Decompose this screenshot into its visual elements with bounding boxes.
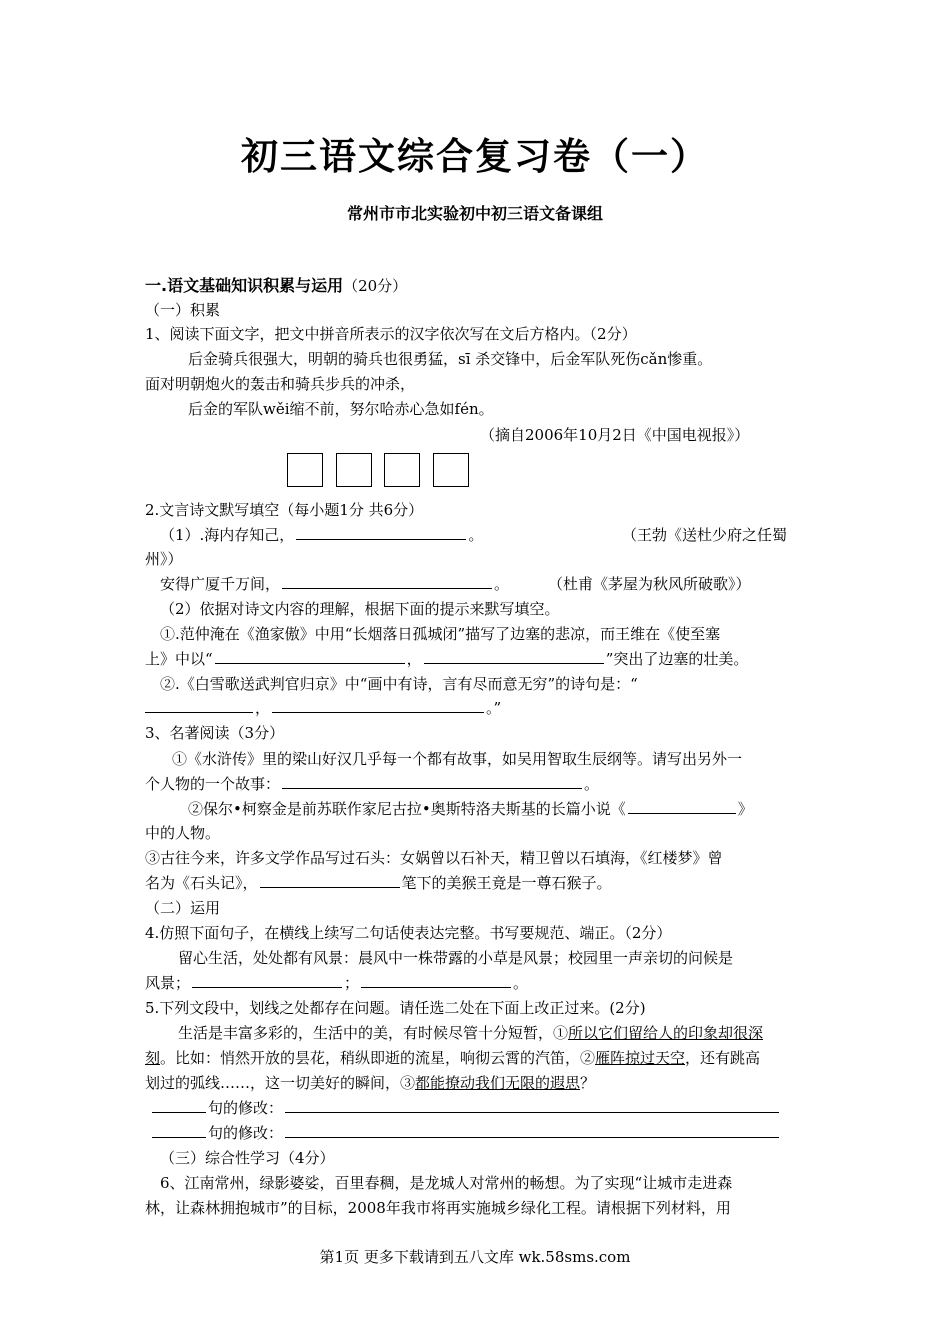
fill-prefix: 名为《石头记》，: [145, 874, 258, 892]
question-3-item: 中的人物。: [145, 824, 221, 842]
page-title: 初三语文综合复习卷（一）: [241, 135, 709, 178]
question-2-author-cont: 州》）: [145, 550, 183, 568]
question-4-stem: 4.仿照下面句子，在横线上续写二句话使表达完整。书写要规范、端正。（2分）: [145, 924, 672, 942]
underlined-error-1-cont: 刻: [145, 1049, 161, 1067]
passage-text: 。比如：悄然开放的昙花，稍纵即逝的流星，响彻云霄的汽笛，②: [160, 1049, 596, 1067]
part-heading-application: （二）运用: [145, 899, 221, 917]
question-1-passage-line: 面对明朝炮火的轰击和骑兵步兵的冲杀，: [145, 375, 416, 393]
question-2-item: [160, 573, 509, 595]
correction-label: 句的修改：: [208, 1124, 284, 1142]
fill-suffix: 。: [494, 575, 510, 593]
question-3-item: ①《水浒传》里的梁山好汉几乎每一个都有故事，如吴用智取生辰纲等。请写出另外一: [172, 750, 743, 768]
fill-blank[interactable]: [424, 648, 604, 664]
fill-blank[interactable]: [361, 972, 511, 988]
fill-prefix: 个人物的一个故事：: [145, 775, 281, 793]
question-2-item: [145, 648, 748, 670]
fill-blank[interactable]: [282, 773, 582, 789]
question-3-stem: 3、名著阅读（3分）: [145, 724, 285, 742]
question-1-stem: 1、阅读下面文字，把文中拼音所表示的汉字依次写在文后方格内。（2分）: [145, 325, 637, 343]
fill-suffix: 。: [584, 775, 600, 793]
correction-line: [152, 1097, 781, 1119]
question-5-passage-line: [178, 1022, 763, 1044]
passage-text: ，还有跳高: [685, 1049, 761, 1067]
answer-box[interactable]: [384, 453, 420, 487]
passage-text: ？: [580, 1074, 596, 1092]
passage-text: 划过的弧线……，这一切美好的瞬间，③: [145, 1074, 416, 1092]
question-2-author: （王勃《送杜少府之任蜀: [622, 526, 788, 544]
fill-blank[interactable]: [192, 972, 342, 988]
fill-blank[interactable]: [282, 573, 492, 589]
fill-blank[interactable]: [145, 697, 253, 713]
fill-suffix: ”突出了边塞的壮美。: [605, 650, 749, 668]
answer-box[interactable]: [433, 453, 469, 487]
fill-blank[interactable]: [260, 872, 400, 888]
question-6-line: 6、江南常州，绿影婆娑，百里春稠，是龙城人对常州的畅想。为了实现“让城市走进森: [160, 1174, 733, 1192]
page-footer: 第1页 更多下载请到五八文库 wk.58sms.com: [319, 1248, 631, 1266]
answer-box[interactable]: [287, 453, 323, 487]
question-6-line: 林，让森林拥抱城市”的目标，2008年我市将再实施城乡绿化工程。请根据下列材料，用: [145, 1199, 731, 1217]
passage-text: 生活是丰富多彩的，生活中的美，有时候尽管十分短暂，①: [178, 1024, 569, 1042]
section-points: （20分）: [343, 277, 408, 295]
sentence-number-blank[interactable]: [152, 1122, 206, 1138]
question-2-stem: 2.文言诗文默写填空（每小题1分 共6分）: [145, 501, 424, 519]
fill-prefix: 上》中以“: [145, 650, 213, 668]
fill-mid: ；: [344, 974, 360, 992]
correction-line: [152, 1122, 781, 1144]
fill-blank[interactable]: [215, 648, 405, 664]
correction-blank[interactable]: [285, 1097, 779, 1113]
fill-blank[interactable]: [272, 697, 484, 713]
fill-prefix: 安得广厦千万间，: [160, 575, 281, 593]
question-3-item: [145, 773, 599, 795]
question-2-item: [160, 524, 483, 546]
fill-suffix: 》: [737, 800, 753, 818]
question-1-passage-line: 后金骑兵很强大，明朝的骑兵也很勇猛，sī 杀交锋中，后金军队死伤cǎn惨重。: [188, 350, 713, 368]
underlined-error-3: 都能撩动我们无限的遐思: [415, 1074, 581, 1092]
fill-suffix: 笔下的美猴王竟是一尊石猴子。: [401, 874, 612, 892]
part-heading-accumulation: （一）积累: [145, 301, 221, 319]
answer-box[interactable]: [336, 453, 372, 487]
fill-suffix: 。: [513, 974, 529, 992]
underlined-error-1: 所以它们留给人的印象却很深: [568, 1024, 764, 1042]
correction-blank[interactable]: [285, 1122, 779, 1138]
correction-label: 句的修改：: [208, 1099, 284, 1117]
question-1-passage-line: 后金的军队wěi缩不前，努尔哈赤心急如fén。: [188, 400, 494, 418]
sentence-number-blank[interactable]: [152, 1097, 206, 1113]
question-2-author: （杜甫《茅屋为秋风所破歌》）: [548, 575, 751, 593]
question-3-item: ③古往今来，许多文学作品写过石头：女娲曾以石补天，精卫曾以石填海，《红楼梦》曾: [145, 849, 723, 867]
question-2-item: [145, 697, 501, 719]
question-2-subquestion: （2）依据对诗文内容的理解，根据下面的提示来默写填空。: [160, 600, 560, 618]
question-3-item: [145, 872, 612, 894]
fill-prefix: 风景；: [145, 974, 191, 992]
fill-suffix: 。: [468, 526, 484, 544]
question-2-item: ②.《白雪歌送武判官归京》中“画中有诗，言有尽而意无穷”的诗句是：“: [160, 675, 638, 693]
fill-mid: ，: [255, 699, 271, 717]
question-5-passage-line: [145, 1047, 760, 1069]
fill-blank[interactable]: [296, 524, 466, 540]
question-4-item: [145, 972, 528, 994]
section-heading: [145, 275, 407, 297]
fill-prefix: ②保尔•柯察金是前苏联作家尼古拉•奥斯特洛夫斯基的长篇小说《: [188, 800, 626, 818]
question-5-stem: 5.下列文段中，划线之处都存在问题。请任选二处在下面上改正过来。(2分): [145, 999, 646, 1017]
page-subtitle: 常州市市北实验初中初三语文备课组: [346, 204, 603, 223]
underlined-error-2: 雁阵掠过天空: [595, 1049, 686, 1067]
section-heading-text: 一.语文基础知识积累与运用: [145, 276, 344, 295]
question-2-item: ①.范仲淹在《渔家傲》中用“长烟落日孤城闭”描写了边塞的悲凉，而王维在《使至塞: [160, 625, 721, 643]
question-4-item: 留心生活，处处都有风景：晨风中一株带露的小草是风景；校园里一声亲切的问候是: [178, 949, 734, 967]
question-1-source: （摘自2006年10月2日《中国电视报》）: [480, 426, 750, 444]
fill-prefix: （1）.海内存知己，: [160, 526, 295, 544]
question-3-item: [188, 798, 753, 820]
fill-suffix: 。”: [486, 699, 502, 717]
fill-mid: ，: [406, 650, 422, 668]
fill-blank[interactable]: [628, 798, 736, 814]
question-5-passage-line: [145, 1072, 595, 1094]
part-heading-comprehensive: （三）综合性学习（4分）: [160, 1149, 335, 1167]
